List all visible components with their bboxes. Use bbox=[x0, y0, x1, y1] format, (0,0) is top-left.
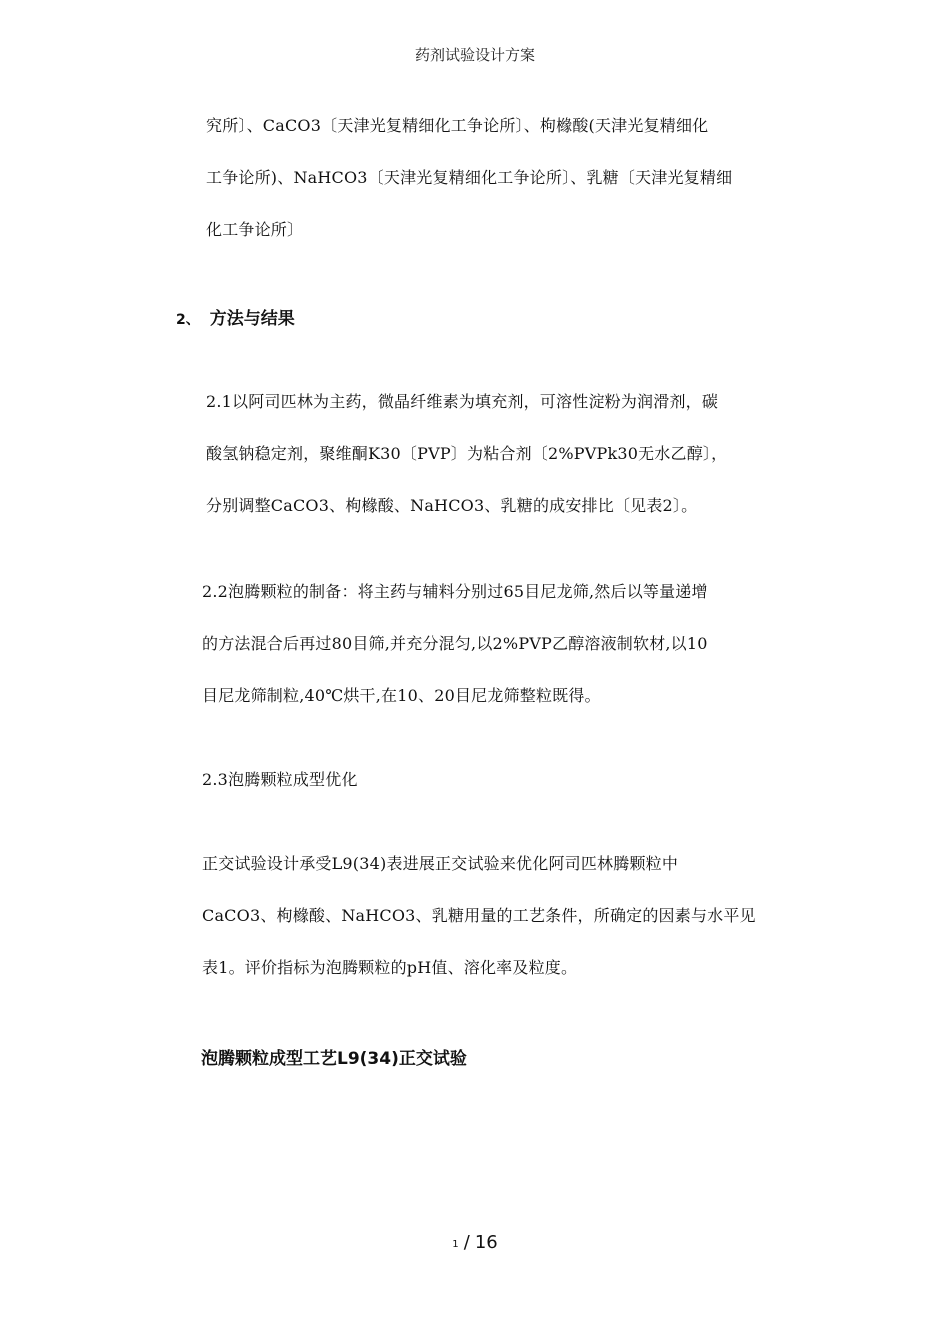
paragraph-line: 2.2泡腾颗粒的制备：将主药与辅料分别过65目尼龙筛,然后以等量递增 bbox=[202, 582, 708, 601]
paragraph-orthogonal bbox=[202, 838, 812, 994]
paragraph-2-2 bbox=[202, 566, 812, 722]
paragraph-line: 2.3泡腾颗粒成型优化 bbox=[202, 770, 358, 789]
intro-line: 化工争论所〕 bbox=[206, 220, 304, 239]
paragraph-2-1 bbox=[206, 376, 816, 532]
paragraph-line: 分别调整CaCO3、枸橼酸、NaHCO3、乳糖的成安排比〔见表2〕。 bbox=[206, 496, 698, 515]
paragraph-line: 酸氢钠稳定剂，聚维酮K30〔PVP〕为粘合剂〔2%PVPk30无水乙醇〕， bbox=[206, 444, 728, 463]
section-2-title: 方法与结果 bbox=[209, 309, 295, 329]
table-title: 泡腾颗粒成型工艺L9(34)正交试验 bbox=[201, 1049, 467, 1069]
paragraph-line: 目尼龙筛制粒,40℃烘干,在10、20目尼龙筛整粒既得。 bbox=[202, 686, 601, 705]
page-header-title: 药剂试验设计方案 bbox=[414, 46, 535, 64]
section-2-heading bbox=[176, 304, 295, 329]
intro-paragraph bbox=[206, 100, 816, 256]
section-2-number: 2、 bbox=[176, 312, 200, 328]
page-separator: / bbox=[463, 1232, 470, 1253]
page-number bbox=[0, 1232, 950, 1253]
paragraph-line: 2.1以阿司匹林为主药，微晶纤维素为填充剂，可溶性淀粉为润滑剂，碳 bbox=[206, 392, 719, 411]
intro-line: 工争论所)、NaHCO3〔天津光复精细化工争论所〕、乳糖〔天津光复精细 bbox=[206, 168, 733, 187]
paragraph-line: 正交试验设计承受L9(34)表进展正交试验来优化阿司匹林腾颗粒中 bbox=[202, 854, 679, 873]
paragraph-line: CaCO3、枸橼酸、NaHCO3、乳糖用量的工艺条件，所确定的因素与水平见 bbox=[202, 906, 756, 925]
current-page: 1 bbox=[452, 1239, 459, 1250]
intro-line: 究所〕、CaCO3〔天津光复精细化工争论所〕、枸橼酸(天津光复精细化 bbox=[206, 116, 709, 135]
paragraph-line: 的方法混合后再过80目筛,并充分混匀,以2%PVP乙醇溶液制软材,以10 bbox=[202, 634, 708, 653]
total-pages: 16 bbox=[474, 1232, 498, 1253]
paragraph-line: 表1。评价指标为泡腾颗粒的pH值、溶化率及粒度。 bbox=[202, 958, 578, 977]
paragraph-2-3-heading bbox=[202, 754, 812, 806]
